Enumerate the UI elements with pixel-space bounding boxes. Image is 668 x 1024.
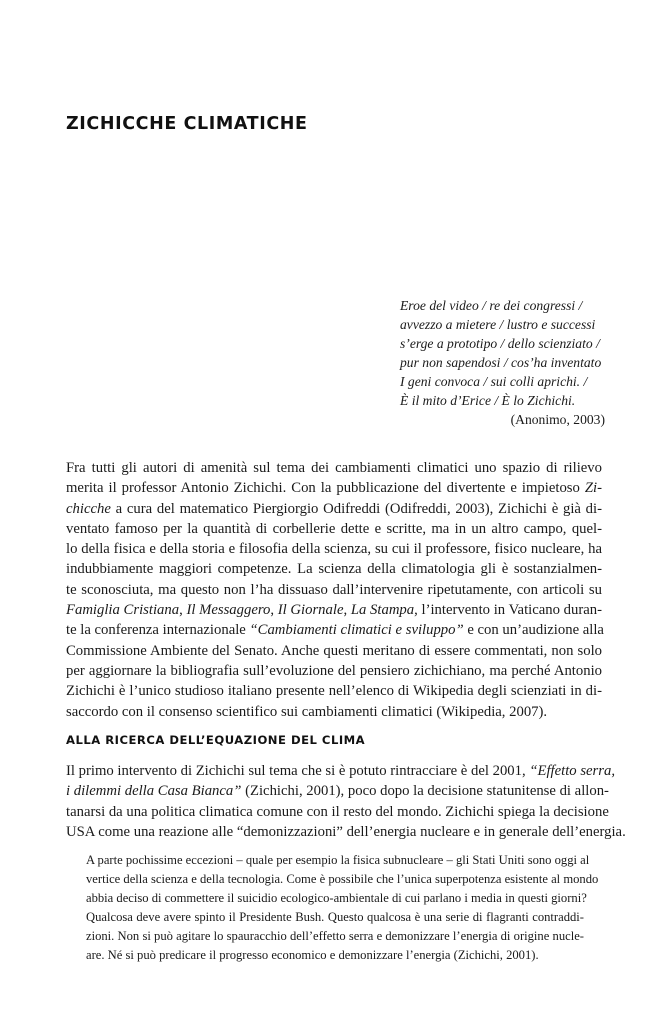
section-title: ALLA RICERCA DELL’EQUAZIONE DEL CLIMA bbox=[66, 733, 366, 747]
paragraph-line bbox=[66, 802, 609, 822]
italic-title: Famiglia Cristiana bbox=[66, 602, 180, 619]
chapter-title: ZICHICCHE CLIMATICHE bbox=[66, 114, 308, 134]
text-run: Fra tutti gli autori di amenità sul tema dei cambiamenti climatici uno spazio di rilievo bbox=[66, 460, 602, 476]
text-run: , bbox=[270, 602, 278, 619]
epigraph-line: I geni convoca / sui colli aprichi. / bbox=[400, 374, 588, 389]
paragraph-line bbox=[66, 822, 626, 842]
text-run: indubbiamente maggiori competenze. La scienza della climatologia gli è sostanzialmen- bbox=[66, 561, 602, 578]
paragraph-line bbox=[66, 641, 602, 661]
paragraph-line bbox=[66, 761, 616, 781]
epigraph bbox=[400, 296, 605, 429]
text-run: , l’intervento in Vaticano duran- bbox=[414, 602, 602, 619]
paragraph-line bbox=[66, 519, 602, 539]
quote-line: are. Né si può predicare il progresso economico e demonizzare l’energia (Zichichi, 2001). bbox=[86, 948, 539, 963]
text-run: merita il professor Antonio Zichichi. Con la pubblicazione del divertente e impietoso bbox=[66, 480, 585, 497]
text-run: , bbox=[179, 602, 187, 619]
paragraph-line bbox=[66, 580, 602, 600]
paragraph-line bbox=[66, 781, 609, 801]
italic-title: “Cambiamenti climatici e sviluppo” bbox=[249, 622, 464, 639]
text-run: (Zichichi, 2001), poco dopo la decisione statunitense di allon- bbox=[241, 783, 609, 800]
italic-title: Zi- bbox=[584, 480, 602, 497]
text-run: Commissione Ambiente del Senato. Anche questi meritano di essere commentati, non solo bbox=[66, 642, 602, 659]
text-run: Il primo intervento di Zichichi sul tema che si è potuto rintracciare è del 2001, bbox=[66, 763, 530, 779]
italic-title: i dilemmi della Casa Bianca” bbox=[66, 783, 242, 800]
italic-title: La Stampa bbox=[350, 602, 415, 619]
paragraph-line bbox=[66, 458, 602, 478]
text-run: , bbox=[343, 602, 351, 619]
quote-line: vertice della scienza e della tecnologia. Come è possibile che l’unica superpotenza esistente al mondo bbox=[86, 872, 599, 887]
quote-line: A parte pochissime eccezioni – quale per esempio la fisica subnucleare – gli Stati Uniti sono oggi al bbox=[86, 853, 590, 867]
paragraph-line bbox=[66, 478, 602, 498]
quote-line: Qualcosa deve avere spinto il Presidente Bush. Questo qualcosa è una serie di flagranti contraddi- bbox=[86, 910, 584, 925]
paragraph-line bbox=[66, 499, 602, 519]
quote-line: abbia deciso di commettere il suicidio ecologico-ambientale di cui parlano i media in questi giorni? bbox=[86, 891, 587, 906]
paragraph-line bbox=[66, 702, 602, 722]
text-run: per aggiornare la bibliografia sull’evoluzione del pensiero zichichiano, ma perché Antonio bbox=[66, 662, 602, 679]
text-run: USA come una reazione alle “demonizzazioni” dell’energia nucleare e in generale dell’energia. bbox=[66, 823, 626, 840]
text-run: saccordo con il consenso scientifico sui cambiamenti climatici (Wikipedia, 2007). bbox=[66, 703, 548, 720]
quote-line: zioni. Non si può agitare lo spauracchio dell’effetto serra e demonizzare l’energia di origine nucle- bbox=[86, 929, 584, 944]
epigraph-line: s’erge a prototipo / dello scienziato / bbox=[400, 336, 600, 351]
italic-title: “Effetto serra, bbox=[529, 763, 616, 779]
paragraph-line bbox=[66, 681, 602, 701]
epigraph-line: pur non sapendosi / cos’ha inventato bbox=[400, 355, 602, 370]
paragraph-line bbox=[66, 620, 602, 640]
text-run: a cura del matematico Piergiorgio Odifreddi (Odifreddi, 2003), Zichichi è già di- bbox=[110, 500, 602, 517]
italic-title: Il Messaggero bbox=[186, 602, 271, 619]
text-run: te la conferenza internazionale bbox=[66, 622, 250, 639]
text-run: tanarsi da una politica climatica comune con il resto del mondo. Zichichi spiega la decisione bbox=[66, 803, 609, 820]
text-run: te sconosciuta, ma questo non l’ha dissuaso dall’intervenire ripetutamente, con articoli su bbox=[66, 581, 602, 598]
text-run: Zichichi è l’unico studioso italiano presente nell’elenco di Wikipedia degli scienziati in di- bbox=[66, 683, 602, 700]
italic-title: chicche bbox=[66, 500, 111, 517]
block-quote bbox=[86, 851, 599, 966]
paragraph-first-intervention bbox=[66, 761, 626, 842]
epigraph-source: (Anonimo, 2003) bbox=[510, 412, 605, 427]
text-run: e con un’audizione alla bbox=[463, 622, 604, 639]
epigraph-line: avvezzo a mietere / lustro e successi bbox=[400, 317, 596, 332]
paragraph-intro bbox=[66, 458, 602, 722]
paragraph-line bbox=[66, 661, 602, 681]
epigraph-line: È il mito d’Erice / È lo Zichichi. bbox=[400, 393, 576, 408]
italic-title: Il Giornale bbox=[277, 602, 344, 619]
text-run: ventato famoso per la quantità di corbellerie dette e scritte, ma in un altro campo, quel- bbox=[66, 520, 602, 537]
paragraph-line bbox=[66, 600, 602, 620]
text-run: lo della fisica e della storia e filosofia della scienza, su cui il professore, fisico nucleare, ha bbox=[66, 541, 602, 558]
epigraph-line: Eroe del video / re dei congressi / bbox=[400, 298, 583, 313]
paragraph-line bbox=[66, 559, 602, 579]
paragraph-line bbox=[66, 539, 602, 559]
